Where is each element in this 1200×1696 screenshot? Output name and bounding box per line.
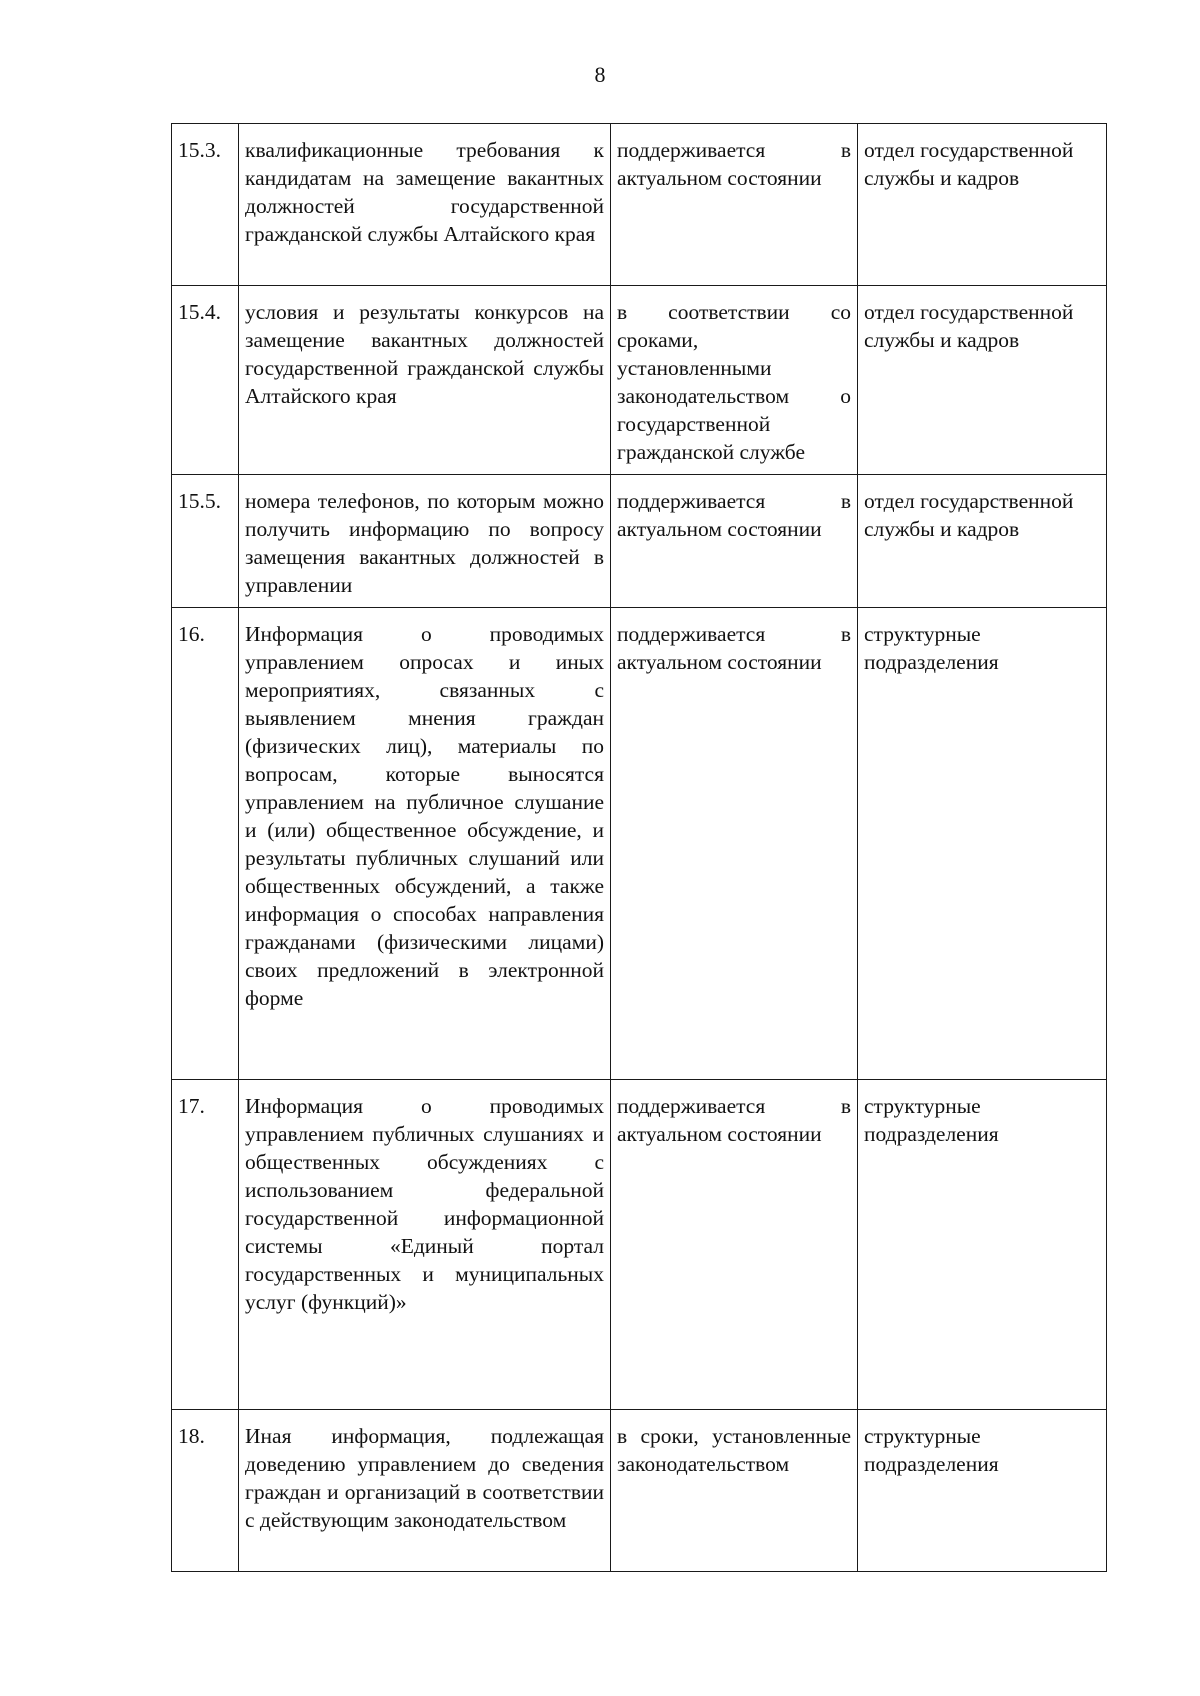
table-row: [172, 475, 1107, 608]
row-number: 18.: [172, 1410, 239, 1572]
row-responsible: отдел государственной службы и кадров: [858, 475, 1107, 608]
row-term: в сроки, установленные законодательством: [611, 1410, 858, 1572]
row-number: 17.: [172, 1080, 239, 1410]
row-responsible: отдел государственной службы и кадров: [858, 286, 1107, 475]
row-term: поддерживается в актуальном состоянии: [611, 1080, 858, 1410]
row-responsible: структурные подразделения: [858, 1080, 1107, 1410]
row-responsible: структурные подразделения: [858, 608, 1107, 1080]
page-number: 8: [594, 62, 606, 87]
row-description: Информация о проводимых управлением публичных слушаниях и общественных обсуждениях с использованием федеральной государственной информационной системы «Единый портал государственных и муниципальных услуг (функций)»: [239, 1080, 611, 1410]
table-row: [172, 608, 1107, 1080]
row-term: поддерживается в актуальном состоянии: [611, 475, 858, 608]
row-description: квалификационные требования к кандидатам на замещение вакантных должностей государственной гражданской службы Алтайского края: [239, 124, 611, 286]
table-row: [172, 286, 1107, 475]
row-description: Иная информация, подлежащая доведению управлением до сведения граждан и организаций в соответствии с действующим законодательством: [239, 1410, 611, 1572]
table-row: [172, 1410, 1107, 1572]
row-number: 15.4.: [172, 286, 239, 475]
document-table: [171, 123, 1107, 1572]
row-responsible: структурные подразделения: [858, 1410, 1107, 1572]
row-number: 15.5.: [172, 475, 239, 608]
table-row: [172, 1080, 1107, 1410]
row-description: номера телефонов, по которым можно получить информацию по вопросу замещения вакантных должностей в управлении: [239, 475, 611, 608]
row-term: в соответствии со сроками, установленными законодательством о государственной гражданской службе: [611, 286, 858, 475]
row-description: Информация о проводимых управлением опросах и иных мероприятиях, связанных с выявлением мнения граждан (физических лиц), материалы по вопросам, которые выносятся управлением на публичное слушание и (или) общественное обсуждение, и результаты публичных слушаний или общественных обсуждений, а также информация о способах направления гражданами (физическими лицами) своих предложений в электронной форме: [239, 608, 611, 1080]
row-responsible: отдел государственной службы и кадров: [858, 124, 1107, 286]
row-description: условия и результаты конкурсов на замещение вакантных должностей государственной гражданской службы Алтайского края: [239, 286, 611, 475]
row-term: поддерживается в актуальном состоянии: [611, 124, 858, 286]
table-row: [172, 124, 1107, 286]
row-number: 15.3.: [172, 124, 239, 286]
row-number: 16.: [172, 608, 239, 1080]
row-term: поддерживается в актуальном состоянии: [611, 608, 858, 1080]
